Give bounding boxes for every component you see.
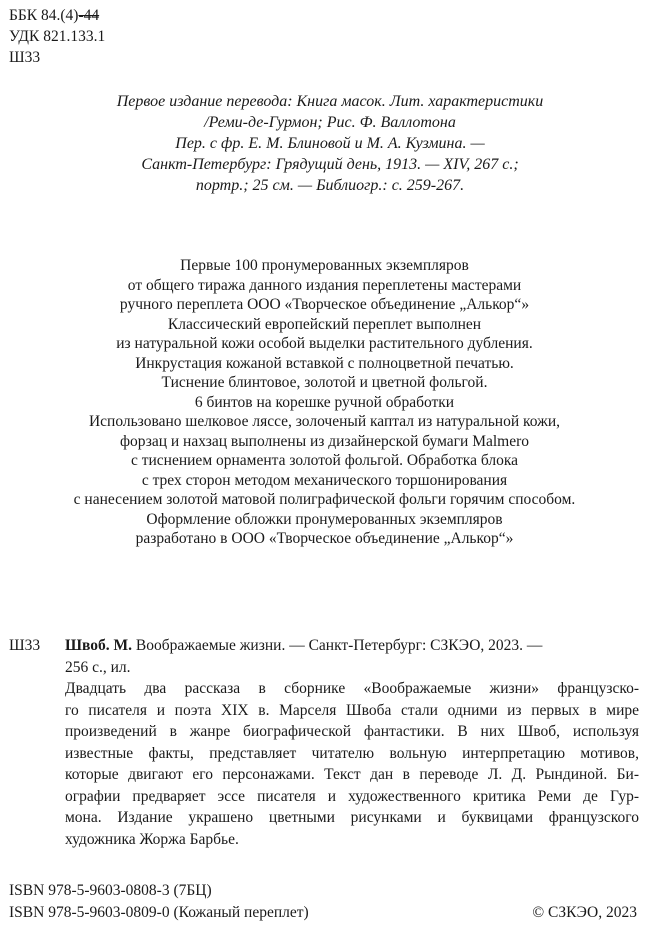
entry-author: Швоб. М. xyxy=(65,637,133,654)
colophon-line: Классический европейский переплет выполнен xyxy=(167,315,482,333)
first-edition-line: Санкт-Петербург: Грядущий день, 1913. — XIV, 267 с.; xyxy=(141,156,519,173)
colophon-line: из натуральной кожи особой выделки растительного дубления. xyxy=(116,335,533,352)
entry-code: Ш33 xyxy=(9,637,41,654)
colophon-line: с тиснением орнамента золотой фольгой. Обработка блока xyxy=(130,452,519,469)
colophon-line: от общего тиража данного издания переплетены мастерами xyxy=(127,276,522,294)
first-edition-line: /Реми-де-Гурмон; Рис. Ф. Валлотона xyxy=(204,114,456,131)
colophon-line: Использовано шелковое ляссе, золоченый каптал из натуральной кожи, xyxy=(88,413,561,430)
annotation-line: мона. Издание украшено цветными рисунками и буквицами французского xyxy=(65,809,639,826)
entry-annotation xyxy=(65,678,639,850)
annotation-line: известные факты, представляет читателю вольную интерпретацию мотивов, xyxy=(65,744,639,762)
annotation-line: которые двигают его персонажами. Текст дан в переводе Л. Д. Рындиной. Би- xyxy=(65,766,639,783)
entry-heading xyxy=(9,635,639,657)
colophon-line: с нанесением золотой матовой полиграфической фольги горячим способом. xyxy=(73,491,576,508)
entry-pages: 256 с., ил. xyxy=(65,658,131,676)
first-edition-line: портр.; 25 см. — Библиогр.: с. 259-267. xyxy=(195,177,465,194)
copyright: © СЗКЭО, 2023 xyxy=(532,904,637,921)
annotation-line: произведений в жанре биографической фантастики. В них Швоб, используя xyxy=(65,723,639,740)
isbn-line: ISBN 978-5-9603-0809-0 (Кожаный переплет) xyxy=(9,904,309,921)
first-edition-line: Пер. с фр. Е. М. Блиновой и М. А. Кузмина. — xyxy=(175,135,485,152)
entry-title: Воображаемые жизни. — Санкт-Петербург: СЗКЭО, 2023. — xyxy=(132,637,543,654)
annotation-line: го писателя и поэта XIX в. Марселя Швоба стали одними из первых в мире xyxy=(65,701,639,719)
binding-colophon xyxy=(0,256,649,549)
colophon-line: Инкрустация кожаной вставкой с полноцветной печатью. xyxy=(135,354,514,372)
bibliographic-entry xyxy=(9,635,639,850)
colophon-line: ручного переплета ООО «Творческое объединение „Алькор“» xyxy=(119,296,530,313)
colophon-line: Тиснение блинтовое, золотой и цветной фольгой. xyxy=(161,374,488,391)
colophon-line: разработано в ООО «Творческое объединение „Алькор“» xyxy=(135,530,514,547)
colophon-line: с трех сторон методом механического торшонирования xyxy=(141,471,508,489)
colophon-line: форзац и нахзац выполнены из дизайнерской бумаги Malmero xyxy=(119,432,530,450)
annotation-line: художника Жоржа Барбье. xyxy=(65,830,239,848)
colophon-line: 6 бинтов на корешке ручной обработки xyxy=(194,393,455,411)
isbn-line: ISBN 978-5-9603-0808-3 (7БЦ) xyxy=(9,882,212,899)
annotation-line: Двадцать два рассказа в сборнике «Воображаемые жизни» французско- xyxy=(65,680,639,697)
colophon-line: Первые 100 пронумерованных экземпляров xyxy=(180,257,469,274)
author-mark: Ш33 xyxy=(9,49,41,66)
first-edition-line: Первое издание перевода: Книга масок. Лит. характеристики xyxy=(116,93,544,110)
classification-codes xyxy=(9,5,105,68)
bbk-code: ББК 84.(4)-44 xyxy=(9,7,100,24)
bbk-struck-suffix: -44 xyxy=(78,7,100,24)
isbn-block xyxy=(9,880,309,924)
udk-code: УДК 821.133.1 xyxy=(9,28,106,45)
annotation-line: ографии предваряет эссе писателя и художественного критика Реми де Гур- xyxy=(65,787,639,805)
first-edition-note xyxy=(60,91,600,196)
colophon-line: Оформление обложки пронумерованных экземпляров xyxy=(146,510,503,528)
